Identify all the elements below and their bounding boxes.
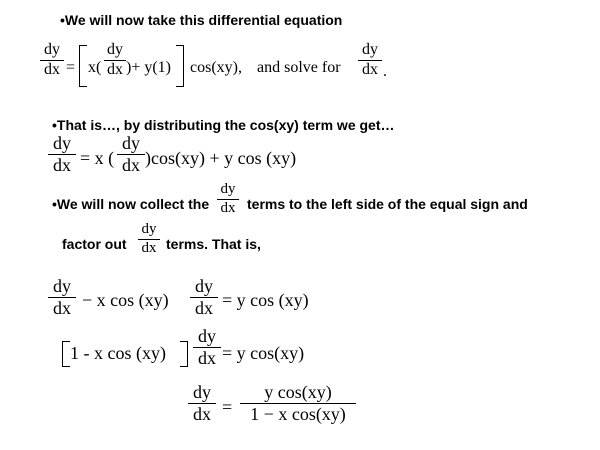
numerator: dy (53, 276, 71, 296)
left-bracket (79, 45, 87, 87)
factor-out-text: factor out (62, 236, 127, 252)
fraction-inner (117, 134, 145, 174)
denominator: dx (198, 348, 216, 368)
equals-sign: = (66, 59, 76, 76)
denominator: dx (44, 61, 60, 78)
equals-x: = x ( (80, 148, 115, 168)
fraction-dy-dx (48, 277, 76, 317)
numerator: dy (107, 41, 123, 58)
numerator: dy (122, 133, 140, 153)
right-bracket (180, 341, 188, 367)
numerator: dy (195, 276, 213, 296)
and-solve-for: and solve for (257, 59, 341, 76)
fraction-dy-dx (217, 182, 239, 216)
left-bracket (62, 341, 70, 367)
equals-y-cos-xy: = y cos(xy) (222, 343, 305, 363)
period: . (383, 63, 387, 80)
bullet-line-3-after: terms to the left side of the equal sign and (247, 196, 528, 212)
numerator: dy (198, 326, 216, 346)
fraction-dy-dx (40, 42, 64, 78)
fraction-dy-dx (193, 327, 221, 367)
equals-y-cos-xy: = y cos (xy) (222, 290, 309, 310)
one-minus-x-cos-xy: 1 - x cos (xy) (70, 343, 166, 363)
numerator: y cos(xy) (264, 382, 332, 402)
numerator: dy (193, 382, 211, 402)
numerator: dy (362, 41, 378, 58)
cos-term: cos(xy), (190, 59, 242, 76)
fraction-dy-dx (138, 222, 160, 256)
fraction-target (358, 42, 382, 78)
bullet-line-1: •We will now take this differential equation (60, 12, 343, 28)
minus-x-cos-xy: − x cos (xy) (82, 290, 169, 310)
right-bracket (176, 45, 184, 87)
denominator: dx (122, 155, 140, 175)
denominator: dx (53, 155, 71, 175)
denominator: dx (195, 298, 213, 318)
fraction-dy-dx (48, 134, 76, 174)
fraction-solution (240, 383, 356, 423)
equation-2-rest: )cos(xy) + y cos (xy) (145, 148, 297, 168)
denominator: 1 − x cos(xy) (250, 404, 346, 424)
fraction-dy-dx (188, 383, 216, 423)
numerator: dy (53, 133, 71, 153)
denominator: dx (220, 200, 236, 216)
equals-sign: = (222, 397, 233, 417)
denominator: dx (141, 240, 157, 256)
denominator: dx (193, 404, 211, 424)
close-plus-y1: )+ y(1) (126, 59, 172, 76)
bullet-line-2: •That is…, by distributing the cos(xy) term we get… (52, 117, 395, 133)
numerator: dy (141, 221, 157, 237)
numerator: dy (220, 181, 236, 197)
bullet-line-3-before: •We will now collect the (52, 196, 210, 212)
fraction-inner (104, 42, 126, 78)
denominator: dx (53, 298, 71, 318)
terms-that-is-text: terms. That is, (166, 236, 261, 252)
x-open: x( (88, 59, 102, 76)
fraction-dy-dx-2 (190, 277, 218, 317)
numerator: dy (44, 41, 60, 58)
denominator: dx (107, 61, 123, 78)
denominator: dx (362, 61, 378, 78)
